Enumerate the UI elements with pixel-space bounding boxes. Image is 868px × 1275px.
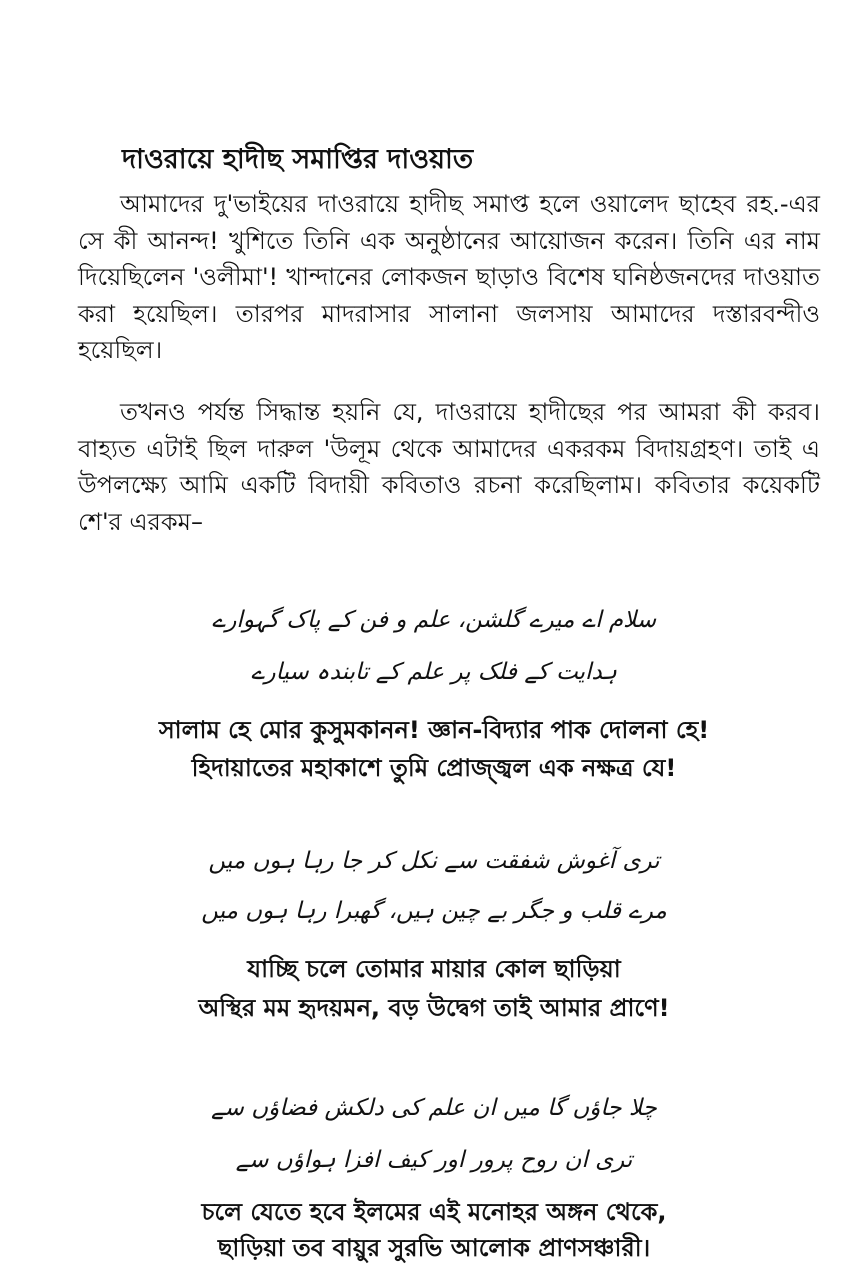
verse-3-urdu-line-1: چلا جاؤں گا میں ان علم کی دلکش فضاؤں سے (211, 1095, 657, 1121)
verse-1-urdu-line-2: ہدایت کے فلک پر علم کے تابندہ سیارے (251, 659, 617, 685)
verse-3-bengali-line-2: ছাড়িয়া তব বায়ুর সুরভি আলোক প্রাণসঞ্চারী। (217, 1234, 651, 1262)
verse-2-bengali-line-2: অস্থির মম হৃদয়মন, বড় উদ্বেগ তাই আমার প্রাণে! (198, 994, 670, 1022)
verse-2-urdu-line-2: مرے قلب و جگر بے چین ہیں، گھبرا رہا ہوں میں (201, 898, 667, 924)
section-heading: দাওরায়ে হাদীছ সমাপ্তির দাওয়াত (122, 144, 474, 175)
paragraph-1 (78, 186, 820, 369)
verse-2-urdu-line-1: تری آغوش شفقت سے نکل کر جا رہا ہوں میں (208, 848, 660, 874)
verse-1-urdu-line-1: سلام اے میرے گلشن، علم و فن کے پاک گہوارے (211, 607, 657, 633)
verse-1-bengali-line-2: হিদায়াতের মহাকাশে তুমি প্রোজ্জ্বল এক নক্ষত্র যে! (191, 754, 677, 782)
paragraph-2 (78, 394, 820, 540)
paragraph-1-text: আমাদের দু'ভাইয়ের দাওরায়ে হাদীছ সমাপ্ত হলে ওয়ালেদ ছাহেব রহ.-এর সে কী আনন্দ! খুশিতে তিনি এক অনুষ্ঠানের আয়োজন করেন। তিনি এর নাম দিয়েছিলেন 'ওলীমা'! খান্দানের লোকজন ছাড়াও বিশেষ ঘনিষ্ঠজনদের দাওয়াত করা হয়েছিল। তারপর মাদরাসার সালানা জলসায় আমাদের দস্তারবন্দীও হয়েছিল। (78, 190, 820, 364)
paragraph-2-text: তখনও পর্যন্ত সিদ্ধান্ত হয়নি যে, দাওরায়ে হাদীছের পর আমরা কী করব। বাহ্যত এটাই ছিল দারুল 'উলূম থেকে আমাদের একরকম বিদায়গ্রহণ। তাই এ উপলক্ষ্যে আমি একটি বিদায়ী কবিতাও রচনা করেছিলাম। কবিতার কয়েকটি শে'র এরকম– (78, 398, 820, 536)
verse-1-bengali-line-1: সালাম হে মোর কুসুমকানন! জ্ঞান-বিদ্যার পাক দোলনা হে! (158, 716, 710, 744)
verse-3-urdu-line-2: تری ان روح پرور اور کیف افزا ہواؤں سے (235, 1147, 633, 1173)
verse-3-bengali-line-1: চলে যেতে হবে ইলমের এই মনোহর অঙ্গন থেকে, (201, 1198, 667, 1226)
verse-2-bengali-line-1: যাচ্ছি চলে তোমার মায়ার কোল ছাড়িয়া (247, 955, 621, 983)
